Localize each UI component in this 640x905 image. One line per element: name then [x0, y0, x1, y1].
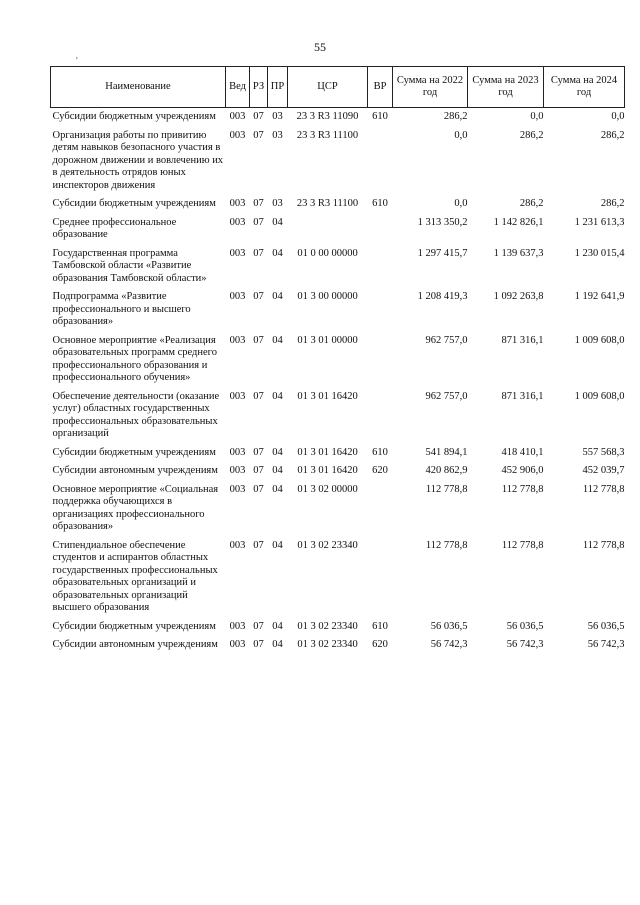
cell-ved: 003 [229, 465, 246, 476]
header-sum-2022: Сумма на 2022 год [393, 67, 468, 108]
cell-name: Организация работы по привитию детям навыков безопасного участия в дорожном движении и вовлечению их в деятельность отрядов юных инспекторов движения [52, 129, 224, 191]
cell-pr: 04 [272, 216, 283, 228]
margin-mark: ' [76, 56, 78, 67]
cell-rz: 07 [253, 639, 264, 650]
cell-vr [368, 484, 393, 540]
cell-rz: 07 [253, 111, 264, 122]
cell-ved: 003 [229, 446, 246, 458]
cell-pr: 03 [272, 198, 283, 209]
cell-sum-2023: 56 036,5 [506, 620, 544, 632]
cell-sum-2022: 56 036,5 [430, 620, 468, 632]
cell-name: Субсидии бюджетным учреждениям [52, 111, 216, 122]
cell-ved: 003 [229, 129, 246, 141]
table-row [51, 621, 625, 640]
cell-name: Стипендиальное обеспечение студентов и аспирантов областных государственных профессиональных образовательных организаций и образовательных организаций высшего образования [52, 539, 218, 613]
cell-csr: 01 3 00 00000 [297, 291, 358, 302]
cell-sum-2024: 112 778,8 [582, 483, 625, 495]
cell-sum-2024: 1 009 608,0 [574, 390, 625, 402]
cell-name: Обеспечение деятельности (оказание услуг) областных государственных профессиональных образовательных организаций [52, 390, 220, 439]
cell-vr [368, 248, 393, 292]
cell-sum-2022: 0,0 [454, 198, 468, 209]
cell-sum-2022: 112 778,8 [425, 539, 468, 551]
cell-ved: 003 [229, 111, 246, 122]
table-row [51, 217, 625, 248]
cell-sum-2022: 286,2 [443, 111, 468, 122]
cell-ved: 003 [229, 198, 246, 209]
header-name: Наименование [51, 67, 226, 108]
cell-vr: 610 [372, 620, 388, 632]
cell-sum-2022: 1 208 419,3 [417, 291, 468, 302]
cell-ved: 003 [229, 639, 246, 650]
cell-ved: 003 [229, 334, 246, 346]
cell-sum-2022: 112 778,8 [425, 483, 468, 495]
budget-table [50, 66, 625, 658]
cell-sum-2024: 56 742,3 [587, 639, 625, 650]
cell-vr [368, 540, 393, 621]
cell-ved: 003 [229, 483, 246, 495]
cell-csr: 01 3 02 23340 [297, 539, 358, 551]
cell-csr: 01 3 02 23340 [297, 639, 358, 650]
cell-name: Субсидии бюджетным учреждениям [52, 198, 216, 209]
cell-pr: 04 [272, 247, 283, 259]
cell-ved: 003 [229, 390, 246, 402]
cell-ved: 003 [229, 216, 246, 228]
cell-sum-2023: 286,2 [519, 198, 544, 209]
cell-rz: 07 [253, 129, 264, 141]
table-row [51, 447, 625, 466]
cell-name: Субсидии автономным учреждениям [52, 465, 218, 476]
table-row [51, 465, 625, 484]
table-row [51, 540, 625, 621]
cell-rz: 07 [253, 198, 264, 209]
table-row [51, 198, 625, 217]
cell-sum-2022: 541 894,1 [425, 446, 468, 458]
cell-vr [368, 217, 393, 248]
cell-rz: 07 [253, 334, 264, 346]
cell-pr: 04 [272, 390, 283, 402]
header-ved: Вед [226, 67, 250, 108]
cell-csr: 01 3 01 16420 [297, 465, 358, 476]
cell-vr: 610 [372, 111, 388, 122]
cell-sum-2023: 871 316,1 [501, 390, 544, 402]
cell-rz: 07 [253, 539, 264, 551]
cell-sum-2024: 1 231 613,3 [574, 216, 625, 228]
header-pr: ПР [268, 67, 288, 108]
cell-sum-2022: 1 313 350,2 [417, 216, 468, 228]
cell-pr: 04 [272, 291, 283, 302]
cell-pr: 03 [272, 111, 283, 122]
cell-sum-2022: 56 742,3 [430, 639, 468, 650]
cell-name: Субсидии бюджетным учреждениям [52, 620, 216, 632]
cell-pr: 04 [272, 465, 283, 476]
page-number: 55 [314, 40, 326, 54]
table-row [51, 391, 625, 447]
cell-vr: 620 [372, 465, 388, 476]
cell-sum-2022: 420 862,9 [425, 465, 468, 476]
header-sum-2024: Сумма на 2024 год [544, 67, 625, 108]
cell-vr [368, 291, 393, 335]
cell-vr [368, 335, 393, 391]
cell-sum-2024: 452 039,7 [582, 465, 625, 476]
cell-rz: 07 [253, 390, 264, 402]
cell-name: Субсидии автономным учреждениям [52, 639, 218, 650]
cell-csr: 01 3 01 16420 [297, 446, 358, 458]
cell-sum-2023: 1 092 263,8 [493, 291, 544, 302]
cell-sum-2023: 1 142 826,1 [493, 216, 544, 228]
cell-ved: 003 [229, 620, 246, 632]
cell-rz: 07 [253, 216, 264, 228]
cell-csr: 01 3 02 00000 [297, 483, 358, 495]
table-row [51, 291, 625, 335]
cell-ved: 003 [229, 291, 246, 302]
cell-rz: 07 [253, 291, 264, 302]
table-row [51, 130, 625, 199]
cell-name: Субсидии бюджетным учреждениям [52, 446, 216, 458]
cell-sum-2024: 557 568,3 [582, 446, 625, 458]
cell-csr: 01 3 01 00000 [297, 334, 358, 346]
cell-name: Среднее профессиональное образование [52, 216, 177, 240]
header-csr: ЦСР [288, 67, 368, 108]
cell-sum-2022: 962 757,0 [425, 390, 468, 402]
table-row [51, 484, 625, 540]
cell-pr: 04 [272, 620, 283, 632]
cell-pr: 04 [272, 334, 283, 346]
table-row [51, 248, 625, 292]
header-rz: РЗ [250, 67, 268, 108]
cell-pr: 04 [272, 539, 283, 551]
cell-sum-2023: 0,0 [530, 111, 544, 122]
cell-rz: 07 [253, 247, 264, 259]
cell-sum-2024: 1 230 015,4 [574, 247, 625, 259]
cell-sum-2023: 452 906,0 [501, 465, 544, 476]
cell-sum-2023: 112 778,8 [501, 483, 544, 495]
cell-sum-2022: 1 297 415,7 [417, 247, 468, 259]
cell-sum-2024: 112 778,8 [582, 539, 625, 551]
cell-pr: 04 [272, 446, 283, 458]
cell-vr: 610 [372, 198, 388, 209]
cell-vr: 610 [372, 446, 388, 458]
cell-vr [368, 391, 393, 447]
cell-pr: 04 [272, 483, 283, 495]
cell-rz: 07 [253, 620, 264, 632]
cell-sum-2023: 56 742,3 [506, 639, 544, 650]
cell-ved: 003 [229, 247, 246, 259]
cell-sum-2024: 56 036,5 [587, 620, 625, 632]
cell-csr: 01 3 02 23340 [297, 620, 358, 632]
cell-name: Основное мероприятие «Реализация образовательных программ среднего профессионального образования и профессионального обучения» [52, 334, 217, 383]
cell-sum-2022: 962 757,0 [425, 334, 468, 346]
cell-vr: 620 [372, 639, 388, 650]
cell-name: Подпрограмма «Развитие профессионального и высшего образования» [52, 291, 191, 327]
cell-csr [288, 217, 368, 248]
cell-csr: 23 3 R3 11100 [296, 129, 359, 141]
cell-csr: 23 3 R3 11090 [296, 111, 359, 122]
table-header-row [51, 67, 625, 108]
cell-ved: 003 [229, 539, 246, 551]
cell-csr: 01 3 01 16420 [297, 390, 358, 402]
table-body [51, 108, 625, 658]
cell-sum-2023: 1 139 637,3 [493, 247, 544, 259]
cell-csr: 23 3 R3 11100 [296, 198, 359, 209]
header-sum-2023: Сумма на 2023 год [468, 67, 544, 108]
cell-vr [368, 130, 393, 199]
cell-sum-2024: 286,2 [600, 129, 625, 141]
table-row [51, 335, 625, 391]
cell-rz: 07 [253, 465, 264, 476]
table-row [51, 639, 625, 658]
cell-sum-2022: 0,0 [454, 129, 468, 141]
cell-sum-2023: 418 410,1 [501, 446, 544, 458]
cell-rz: 07 [253, 483, 264, 495]
cell-csr: 01 0 00 00000 [297, 247, 358, 259]
cell-sum-2023: 286,2 [519, 129, 544, 141]
cell-sum-2024: 1 009 608,0 [574, 334, 625, 346]
cell-pr: 03 [272, 129, 283, 141]
cell-sum-2024: 1 192 641,9 [574, 291, 625, 302]
cell-sum-2024: 286,2 [600, 198, 625, 209]
cell-sum-2023: 871 316,1 [501, 334, 544, 346]
cell-sum-2024: 0,0 [611, 111, 625, 122]
cell-sum-2023: 112 778,8 [501, 539, 544, 551]
cell-rz: 07 [253, 446, 264, 458]
cell-name: Государственная программа Тамбовской области «Развитие образования Тамбовской области» [52, 247, 207, 284]
header-vr: ВР [368, 67, 393, 108]
cell-name: Основное мероприятие «Социальная поддержка обучающихся в организациях профессионального образования» [52, 483, 219, 532]
cell-pr: 04 [272, 639, 283, 650]
table-row [51, 108, 625, 130]
